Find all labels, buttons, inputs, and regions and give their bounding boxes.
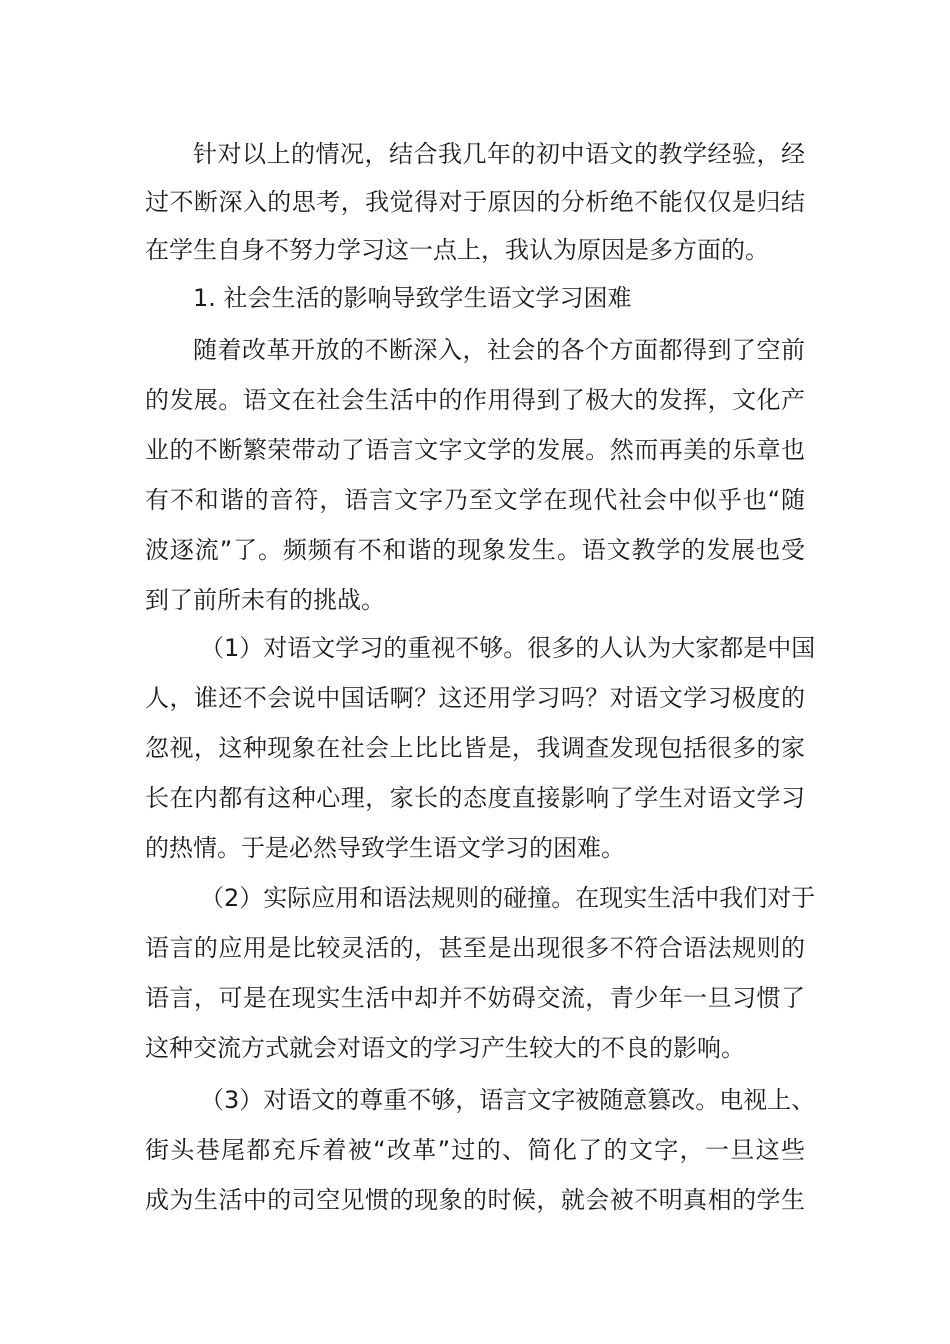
paragraph-line: 这种交流方式就会对语文的学习产生较大的不良的影响。: [145, 1034, 745, 1062]
paragraph-line: 语言的应用是比较灵活的，甚至是出现很多不符合语法规则的: [145, 934, 805, 962]
paragraph-line: 语言，可是在现实生活中却并不妨碍交流，青少年一旦习惯了: [145, 984, 805, 1012]
section-heading: 1. 社会生活的影响导致学生语文学习困难: [193, 284, 632, 312]
paragraph-line: 随着改革开放的不断深入，社会的各个方面都得到了空前: [193, 336, 805, 364]
paragraph-line: 业的不断繁荣带动了语言文字文学的发展。然而再美的乐章也: [145, 436, 805, 464]
paragraph-line: （3）对语文的尊重不够，语言文字被随意篡改。电视上、: [200, 1086, 816, 1114]
paragraph-line: 针对以上的情况，结合我几年的初中语文的教学经验，经: [193, 140, 805, 168]
paragraph-line: 成为生活中的司空见惯的现象的时候，就会被不明真相的学生: [145, 1186, 805, 1214]
paragraph-line: （1）对语文学习的重视不够。很多的人认为大家都是中国: [200, 634, 816, 662]
paragraph-line: 有不和谐的音符，语言文字乃至文学在现代社会中似乎也“随: [145, 486, 805, 514]
paragraph-line: 到了前所未有的挑战。: [145, 586, 385, 614]
paragraph-line: （2）实际应用和语法规则的碰撞。在现实生活中我们对于: [200, 884, 816, 912]
paragraph-line: 的热情。于是必然导致学生语文学习的困难。: [145, 834, 625, 862]
paragraph-line: 人，谁还不会说中国话啊？这还用学习吗？对语文学习极度的: [145, 684, 805, 712]
paragraph-line: 忽视，这种现象在社会上比比皆是，我调查发现包括很多的家: [145, 734, 805, 762]
paragraph-line: 长在内都有这种心理，家长的态度直接影响了学生对语文学习: [145, 784, 805, 812]
paragraph-line: 波逐流”了。频频有不和谐的现象发生。语文教学的发展也受: [145, 536, 805, 564]
paragraph-line: 街头巷尾都充斥着被“改革”过的、简化了的文字，一旦这些: [145, 1136, 805, 1164]
paragraph-line: 在学生自身不努力学习这一点上，我认为原因是多方面的。: [145, 236, 769, 264]
paragraph-line: 过不断深入的思考，我觉得对于原因的分析绝不能仅仅是归结: [145, 188, 805, 216]
paragraph-line: 的发展。语文在社会生活中的作用得到了极大的发挥，文化产: [145, 386, 805, 414]
